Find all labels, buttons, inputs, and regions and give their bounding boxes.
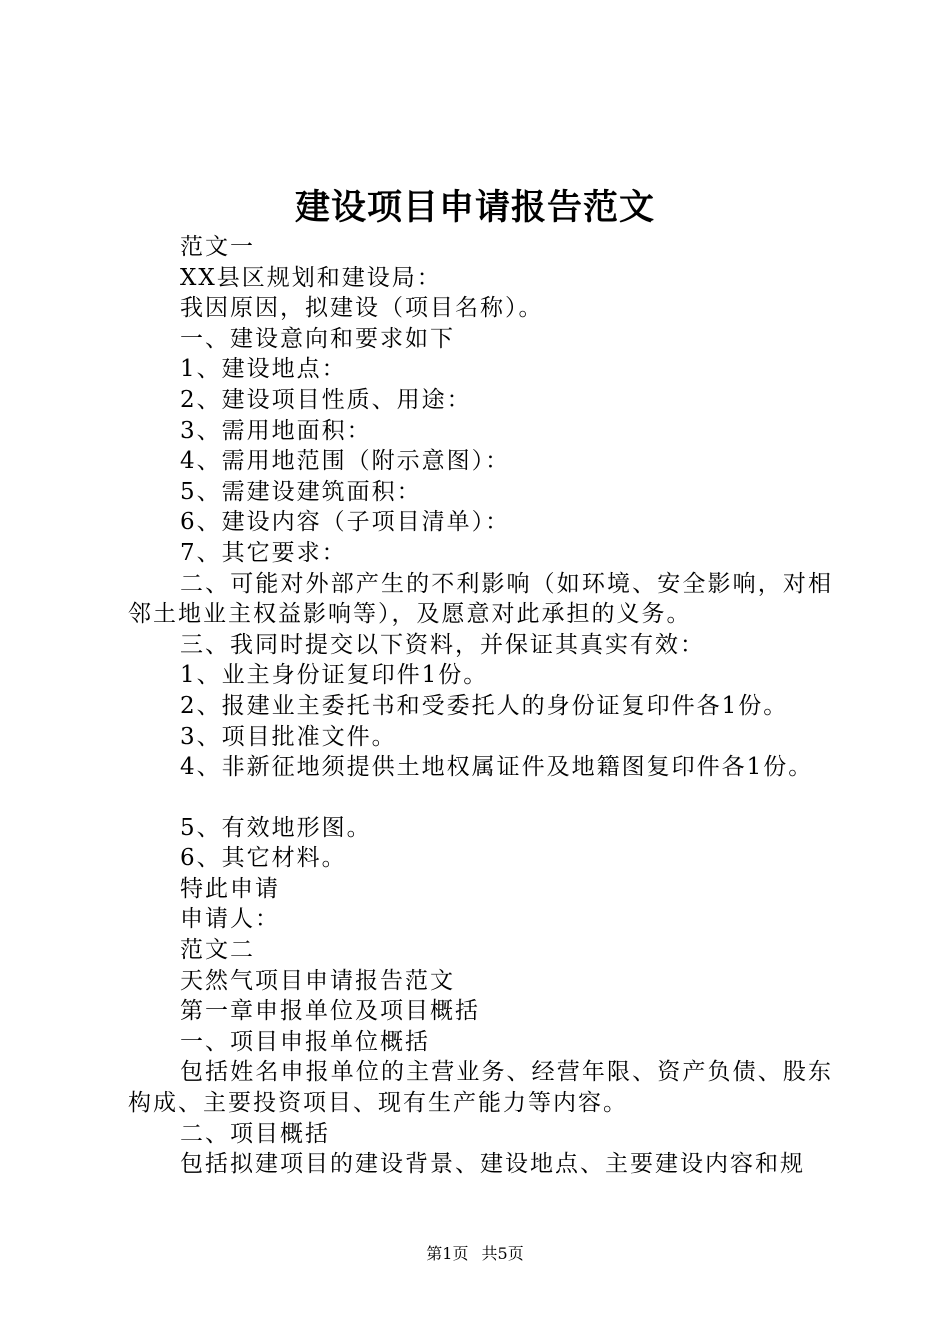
paragraph-sample-one-heading: 范文一 <box>180 234 255 260</box>
paragraph-item-nature: 2、建设项目性质、用途： <box>180 386 472 413</box>
paragraph-item-other: 7、其它要求： <box>180 539 347 566</box>
paragraph-doc-topographic-map: 5、有效地形图。 <box>180 814 372 841</box>
paragraph-item-area: 3、需用地面积： <box>180 417 372 444</box>
page-number: 第1页 <box>426 1244 469 1263</box>
paragraph-applicant: 申请人： <box>180 906 280 933</box>
paragraph-section-one: 一、建设意向和要求如下 <box>180 325 455 352</box>
paragraph-item-location: 1、建设地点： <box>180 356 347 383</box>
paragraph-doc-authorization: 2、报建业主委托书和受委托人的身份证复印件各1份。 <box>180 692 789 719</box>
paragraph-doc-id-copy: 1、业主身份证复印件1份。 <box>180 662 489 689</box>
document-body <box>128 232 833 1180</box>
paragraph-doc-approval: 3、项目批准文件。 <box>180 723 397 750</box>
page-footer <box>0 1242 950 1266</box>
paragraph-item-building-area: 5、需建设建筑面积： <box>180 478 422 505</box>
paragraph-addressee: XX县区规划和建设局： <box>180 264 442 291</box>
paragraph-project-overview-body: 包括拟建项目的建设背景、建设地点、主要建设内容和规 <box>180 1151 805 1178</box>
paragraph-item-content: 6、建设内容（子项目清单）： <box>180 509 511 536</box>
paragraph-sample-two-heading: 范文二 <box>180 937 255 964</box>
page-total: 共5页 <box>481 1244 524 1263</box>
paragraph-doc-land-certificate: 4、非新征地须提供土地权属证件及地籍图复印件各1份。 <box>180 754 814 781</box>
paragraph-unit-overview-heading: 一、项目申报单位概括 <box>180 1028 430 1055</box>
paragraph-gap <box>128 783 833 813</box>
paragraph-section-three: 三、我同时提交以下资料，并保证其真实有效： <box>180 631 705 658</box>
paragraph-gas-title: 天然气项目申请报告范文 <box>180 967 455 994</box>
paragraph-unit-overview-body: 包括姓名申报单位的主营业务、经营年限、资产负债、股东构成、主要投资项目、现有生产能力等内容。 <box>128 1059 833 1117</box>
paragraph-item-scope: 4、需用地范围（附示意图）： <box>180 448 511 475</box>
paragraph-project-overview-heading: 二、项目概括 <box>180 1120 330 1147</box>
paragraph-section-two: 二、可能对外部产生的不利影响（如环境、安全影响，对相邻土地业主权益影响等），及愿意对此承担的义务。 <box>128 570 833 628</box>
paragraph-intent: 我因原因，拟建设（项目名称）。 <box>180 295 544 322</box>
page-title: 建设项目申请报告范文 <box>294 187 655 228</box>
paragraph-chapter-one: 第一章申报单位及项目概括 <box>180 998 480 1025</box>
paragraph-closing: 特此申请 <box>180 875 280 902</box>
paragraph-doc-other-materials: 6、其它材料。 <box>180 845 347 872</box>
